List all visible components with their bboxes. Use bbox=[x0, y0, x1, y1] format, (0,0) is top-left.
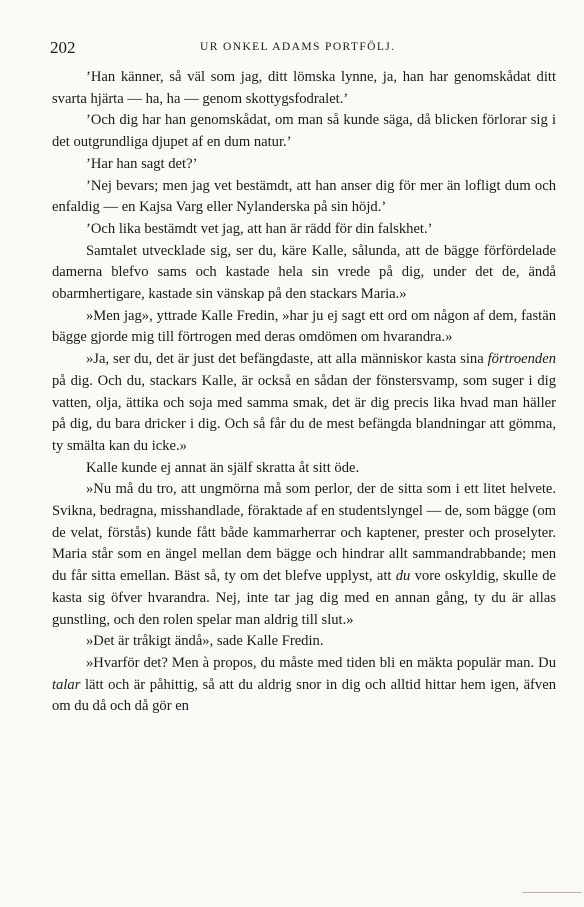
italic-text: talar bbox=[52, 676, 81, 693]
text-run: ’Har han sagt det?’ bbox=[86, 155, 198, 172]
running-title: UR ONKEL ADAMS PORTFÖLJ. bbox=[200, 41, 396, 53]
paragraph bbox=[52, 479, 556, 631]
text-run: ’Nej bevars; men jag vet bestämdt, att han anser dig för mer än lofligt dum och enfaldig — en Kajsa Varg eller Nylanderska på sin höjd.’ bbox=[52, 177, 556, 216]
text-run: ’Och dig har han genomskådat, om man så kunde säga, då blicken förlorar sig i det outgrundliga djupet af en dum natur.’ bbox=[52, 112, 556, 151]
text-run: Samtalet utvecklade sig, ser du, käre Kalle, sålunda, att de bägge förfördelade damerna blefvo sams och kastade hela sin vrede på dig, under det de, ändå obarmhertigare, kastade sin vänskap på den stackars Maria.» bbox=[52, 242, 556, 303]
text-run: på dig. Och du, stackars Kalle, är också en sådan der fönstersvamp, som suger i dig vatten, olja, ättika och soja med samma smak, det är dig precis lika hvad man häller på dig, du bara dricker i dig. Och så får du de mest befängda blandningar att gömma, ty smälta kan du icke.» bbox=[52, 372, 556, 454]
text-run: »Det är tråkigt ändå», sade Kalle Fredin. bbox=[86, 633, 324, 650]
page-header bbox=[50, 38, 556, 58]
paragraph bbox=[52, 458, 556, 480]
paragraph bbox=[52, 631, 556, 653]
paragraph bbox=[52, 219, 556, 241]
text-run: ’Och lika bestämdt vet jag, att han är rädd för din falskhet.’ bbox=[86, 220, 433, 237]
text-run: ’Han känner, så väl som jag, ditt lömska lynne, ja, han har genomskådat ditt svarta hjärta — ha, ha — genom skottygsfodralet.’ bbox=[52, 69, 556, 107]
paragraph bbox=[52, 653, 556, 718]
page-edge-rule bbox=[522, 892, 582, 893]
text-run: »Hvarför det? Men à propos, du måste med tiden bli en mäkta populär man. Du bbox=[86, 654, 556, 671]
text-run: »Ja, ser du, det är just det befängdaste, att alla människor kasta sina bbox=[86, 351, 488, 368]
paragraph bbox=[52, 154, 556, 176]
text-run: vore oskyldig, skulle de kasta sig öfver hvarandra. Nej, inte tar jag dig med en annan gång, ty du är allas gunstling, och den rolen spelar man aldrig till slut.» bbox=[52, 568, 556, 628]
paragraph bbox=[52, 176, 556, 219]
text-run: lätt och är påhittig, så att du aldrig snor in dig och alltid hittar hem igen, äfven om du då och då gör en bbox=[52, 676, 556, 715]
text-run: Kalle kunde ej annat än själf skratta åt sitt öde. bbox=[86, 459, 360, 476]
italic-text: du bbox=[395, 568, 411, 585]
paragraph bbox=[52, 110, 556, 153]
paragraph bbox=[52, 306, 556, 349]
paragraph bbox=[52, 67, 556, 110]
page-number: 202 bbox=[50, 38, 76, 57]
body-text bbox=[52, 67, 556, 718]
text-run: »Nu må du tro, att ungmörna må som perlor, der de sitta som i ett litet helvete. Svikna, bedragna, misshandlade, föraktade af en studentslyngel — de, som bägge (om de velat, förstås) kunde fått både kammarherrar och kaptener, prester och proselyter. Maria står som en ängel mellan dem bägge och hindrar allt sammandrabbande; men du får sitta emellan. Bäst så, ty om det blefve upplyst, att bbox=[52, 481, 556, 585]
paragraph bbox=[52, 349, 556, 458]
paragraph bbox=[52, 241, 556, 306]
italic-text: förtroenden bbox=[487, 351, 556, 368]
text-run: »Men jag», yttrade Kalle Fredin, »har ju ej sagt ett ord om någon af dem, fastän bägge gjorde mig till förtrogen med deras omdömen om hvarandra.» bbox=[52, 307, 556, 346]
